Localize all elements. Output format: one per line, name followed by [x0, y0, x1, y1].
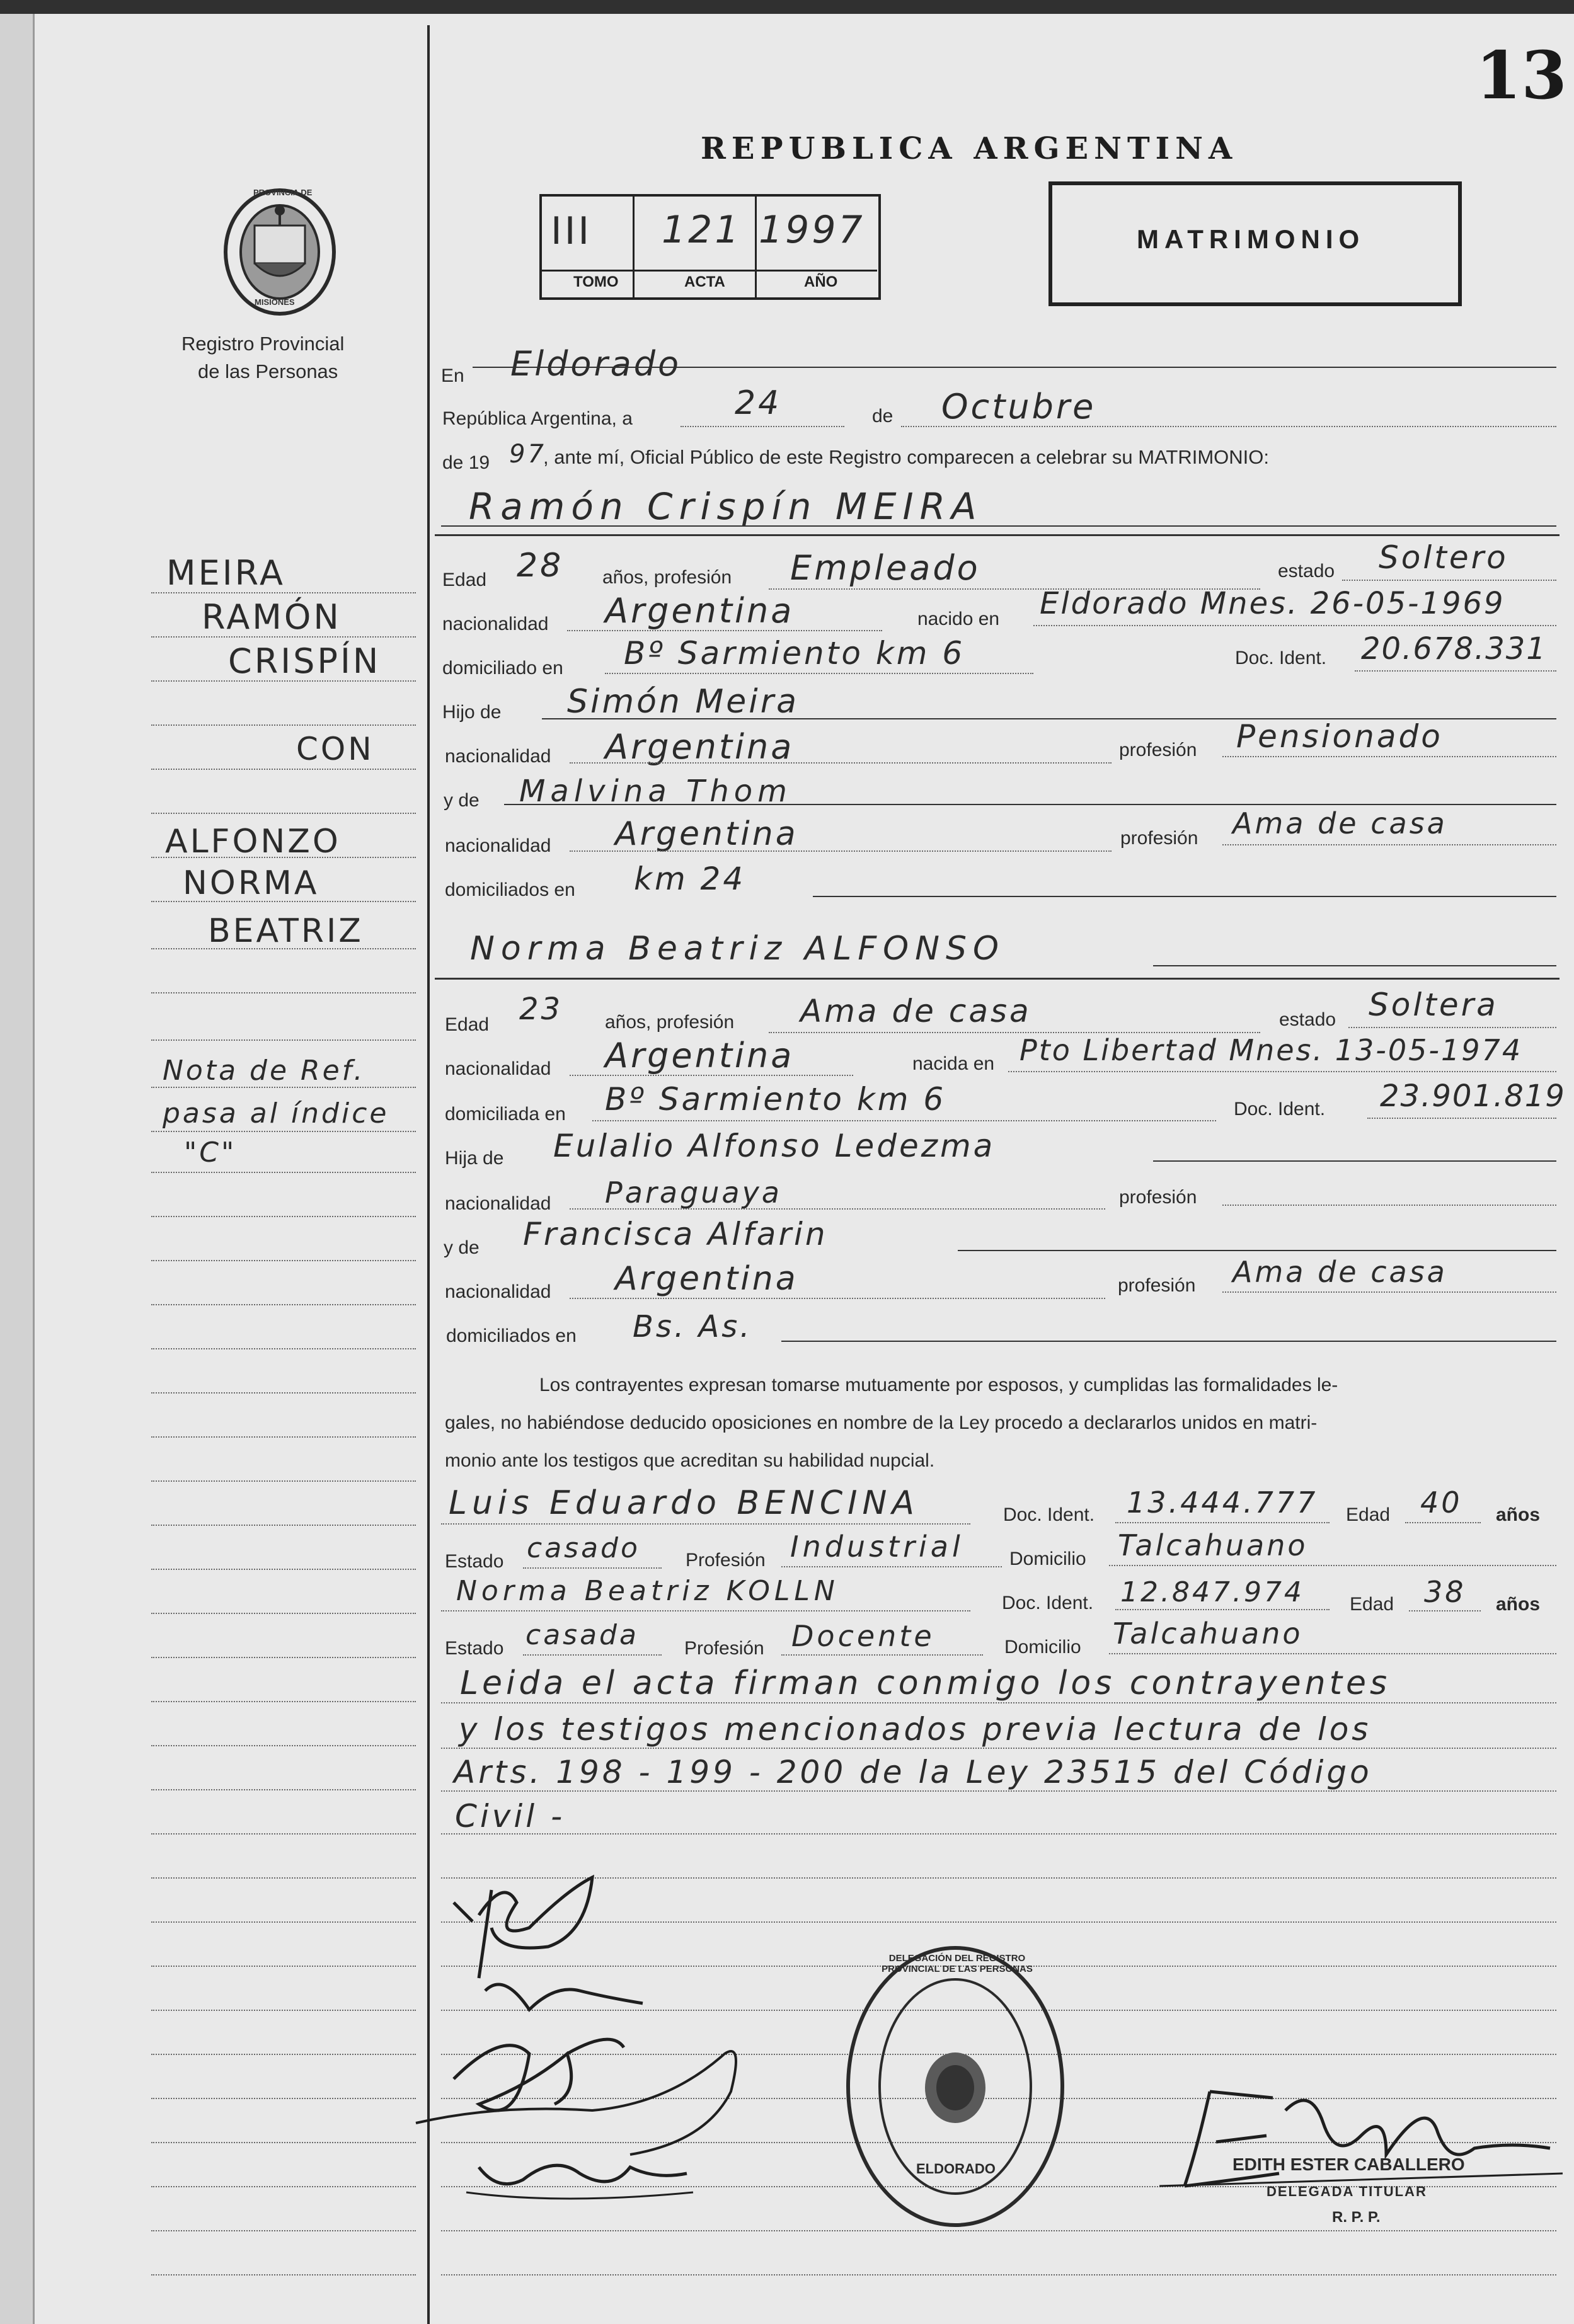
month-value: Octubre — [941, 387, 1096, 426]
party-signatures — [403, 1865, 756, 2230]
witness1-profesion-label: Profesión — [686, 1550, 766, 1571]
groom-padre: Simón Meira — [567, 683, 799, 721]
bride-profesion: Ama de casa — [800, 993, 1031, 1029]
tomo-label: TOMO — [573, 273, 619, 290]
margin-name-1: MEIRA — [166, 553, 285, 593]
bride-domicilio-label: domiciliada en — [445, 1104, 566, 1125]
witness2-edad: 38 — [1424, 1575, 1466, 1609]
groom-doc-label: Doc. Ident. — [1235, 648, 1327, 668]
witness1-edad: 40 — [1420, 1485, 1462, 1520]
groom-nacionalidad-label: nacionalidad — [442, 614, 549, 634]
bride-estado: Soltera — [1369, 987, 1498, 1023]
witness1-doc-label: Doc. Ident. — [1003, 1504, 1095, 1525]
logo-text-bottom: MISIONES — [255, 297, 295, 307]
groom-madre: Malvina Thom — [519, 774, 792, 809]
bride-estado-label: estado — [1279, 1009, 1336, 1030]
groom-domicilio-label: domiciliado en — [442, 658, 563, 678]
margin-name-4: CON — [296, 731, 374, 767]
closing-line-3: Arts. 198 - 199 - 200 de la Ley 23515 del Código — [454, 1754, 1372, 1790]
groom-edad: 28 — [517, 547, 564, 585]
stamp-ring-text: DELEGACIÓN DEL REGISTRO PROVINCIAL DE LAS PERSONAS — [882, 1953, 1033, 1974]
year-suffix: 97 — [509, 440, 546, 469]
margin-name-6: NORMA — [183, 864, 319, 902]
witness1-domicilio-label: Domicilio — [1009, 1548, 1086, 1569]
witness2-doc: 12.847.974 — [1120, 1576, 1304, 1608]
bride-name: Norma Beatriz ALFONSO — [470, 930, 1005, 968]
country-title: REPUBLICA ARGENTINA — [701, 131, 1238, 166]
witness2-edad-label: Edad — [1350, 1594, 1394, 1615]
groom-nacionalidad: Argentina — [605, 591, 795, 631]
bride-edad: 23 — [519, 992, 563, 1027]
closing-line-4: Civil - — [455, 1798, 566, 1835]
bride-doc: 23.901.819 — [1380, 1079, 1566, 1114]
de-label: de — [872, 406, 893, 426]
groom-padres-dom: km 24 — [634, 861, 746, 897]
page-number: 13 — [1476, 37, 1567, 114]
witness1-estado: casado — [527, 1532, 640, 1564]
witness1-profesion: Industrial — [790, 1530, 964, 1564]
acta-label: ACTA — [684, 273, 725, 290]
witness2-estado-label: Estado — [445, 1638, 504, 1659]
bride-padres-dom: Bs. As. — [633, 1309, 752, 1344]
groom-estado-label: estado — [1278, 561, 1335, 581]
witness2-profesion-label: Profesión — [684, 1638, 764, 1659]
bride-padre-prof-label: profesión — [1119, 1187, 1197, 1208]
margin-note-2: pasa al índice — [163, 1097, 389, 1130]
officer-title: DELEGADA TITULAR — [1267, 2184, 1427, 2199]
declaration-line-2: gales, no habiéndose deducido oposiciones en nombre de la Ley procedo a declararlos unidos en matri- — [445, 1412, 1318, 1433]
bride-nacida-label: nacida en — [912, 1053, 995, 1074]
bride-profesion-label: años, profesión — [605, 1012, 735, 1033]
groom-doc: 20.678.331 — [1361, 631, 1547, 667]
bride-nacida: Pto Libertad Mnes. 13-05-1974 — [1020, 1033, 1523, 1067]
bride-padre-nac-label: nacionalidad — [445, 1193, 551, 1214]
groom-yde-label: y de — [444, 790, 480, 811]
bride-madre: Francisca Alfarin — [523, 1216, 828, 1252]
groom-madre-prof-label: profesión — [1120, 828, 1198, 849]
bride-madre-nac: Argentina — [615, 1260, 798, 1298]
declaration-line-3: monio ante los testigos que acreditan su habilidad nupcial. — [445, 1450, 935, 1471]
witness1-domicilio: Talcahuano — [1118, 1528, 1308, 1562]
bride-domicilio: Bº Sarmiento km 6 — [605, 1081, 946, 1118]
groom-name: Ramón Crispín MEIRA — [469, 485, 983, 528]
witness1-name: Luis Eduardo BENCINA — [449, 1484, 919, 1522]
bride-padres-dom-label: domiciliados en — [446, 1325, 577, 1346]
bride-madre-nac-label: nacionalidad — [445, 1281, 551, 1302]
closing-line-2: y los testigos mencionados previa lectura de los — [459, 1711, 1372, 1748]
groom-madre-nac: Argentina — [615, 815, 798, 853]
year-prefix: de 19 — [442, 452, 490, 473]
witness1-doc: 13.444.777 — [1127, 1485, 1318, 1520]
scan-top-edge — [0, 0, 1574, 14]
official-seal-stamp — [842, 1942, 1069, 2231]
bride-madre-prof: Ama de casa — [1232, 1255, 1447, 1289]
bride-padre-nac: Paraguaya — [605, 1176, 782, 1210]
bride-madre-prof-label: profesión — [1118, 1275, 1196, 1296]
bride-nacionalidad-label: nacionalidad — [445, 1058, 551, 1079]
en-label: En — [441, 365, 464, 386]
groom-profesion: Empleado — [790, 548, 980, 588]
witness1-edad-label: Edad — [1346, 1504, 1391, 1525]
place-value: Eldorado — [510, 344, 682, 384]
republica-label: República Argentina, a — [442, 408, 633, 429]
logo-text-top: PROVINCIA DE — [253, 188, 313, 197]
registry-name-1: Registro Provincial — [181, 333, 345, 355]
margin-name-5: ALFONZO — [165, 823, 341, 861]
day-value: 24 — [735, 384, 782, 422]
groom-nacido-label: nacido en — [917, 609, 1000, 629]
witness2-profesion: Docente — [791, 1619, 935, 1653]
bride-doc-label: Doc. Ident. — [1234, 1099, 1326, 1119]
intro-statement: , ante mí, Oficial Público de este Registro comparecen a celebrar su MATRIMONIO: — [543, 446, 1270, 468]
bride-hija-label: Hija de — [445, 1148, 504, 1169]
officer-name: EDITH ESTER CABALLERO — [1232, 2155, 1465, 2174]
stamp-place: ELDORADO — [916, 2161, 996, 2177]
witness1-estado-label: Estado — [445, 1551, 504, 1572]
document-type: MATRIMONIO — [1137, 224, 1365, 254]
binding-strip — [0, 14, 35, 2324]
groom-padre-nac-label: nacionalidad — [445, 746, 551, 767]
declaration-line-1: Los contrayentes expresan tomarse mutuamente por esposos, y cumplidas las formalidades le- — [539, 1375, 1338, 1395]
groom-domicilio: Bº Sarmiento km 6 — [624, 635, 965, 672]
groom-madre-prof: Ama de casa — [1232, 806, 1447, 840]
groom-nacido: Eldorado Mnes. 26-05-1969 — [1040, 586, 1505, 621]
margin-name-7: BEATRIZ — [208, 912, 364, 950]
groom-profesion-label: años, profesión — [602, 567, 732, 588]
anio-value: 1997 — [759, 208, 865, 252]
groom-estado: Soltero — [1379, 539, 1508, 576]
groom-madre-nac-label: nacionalidad — [445, 835, 551, 856]
groom-padre-prof-label: profesión — [1119, 740, 1197, 760]
groom-padre-prof: Pensionado — [1236, 718, 1443, 755]
closing-line-1: Leida el acta firman conmigo los contrayentes — [460, 1664, 1391, 1702]
margin-name-2: RAMÓN — [202, 597, 342, 637]
groom-edad-label: Edad — [442, 570, 487, 590]
witness2-anios-label: años — [1496, 1594, 1541, 1615]
anio-label: AÑO — [804, 273, 838, 290]
tomo-value: III — [551, 209, 592, 253]
bride-yde-label: y de — [444, 1237, 480, 1258]
groom-padre-nac: Argentina — [605, 727, 795, 767]
margin-note-1: Nota de Ref. — [163, 1055, 365, 1087]
groom-hijo-label: Hijo de — [442, 702, 502, 723]
witness2-domicilio: Talcahuano — [1113, 1617, 1303, 1651]
groom-padres-dom-label: domiciliados en — [445, 879, 575, 900]
witness2-domicilio-label: Domicilio — [1004, 1637, 1081, 1657]
officer-office: R. P. P. — [1332, 2209, 1381, 2226]
margin-note-3: "C" — [184, 1136, 237, 1169]
registry-name-2: de las Personas — [198, 360, 338, 382]
acta-value: 121 — [662, 208, 742, 252]
bride-nacionalidad: Argentina — [605, 1036, 795, 1075]
witness2-doc-label: Doc. Ident. — [1002, 1593, 1094, 1613]
margin-name-3: CRISPÍN — [228, 641, 381, 681]
bride-padre: Eulalio Alfonso Ledezma — [553, 1128, 996, 1164]
witness2-estado: casada — [526, 1619, 639, 1651]
witness2-name: Norma Beatriz KOLLN — [456, 1575, 839, 1607]
witness1-anios-label: años — [1496, 1504, 1541, 1525]
bride-edad-label: Edad — [445, 1014, 490, 1035]
